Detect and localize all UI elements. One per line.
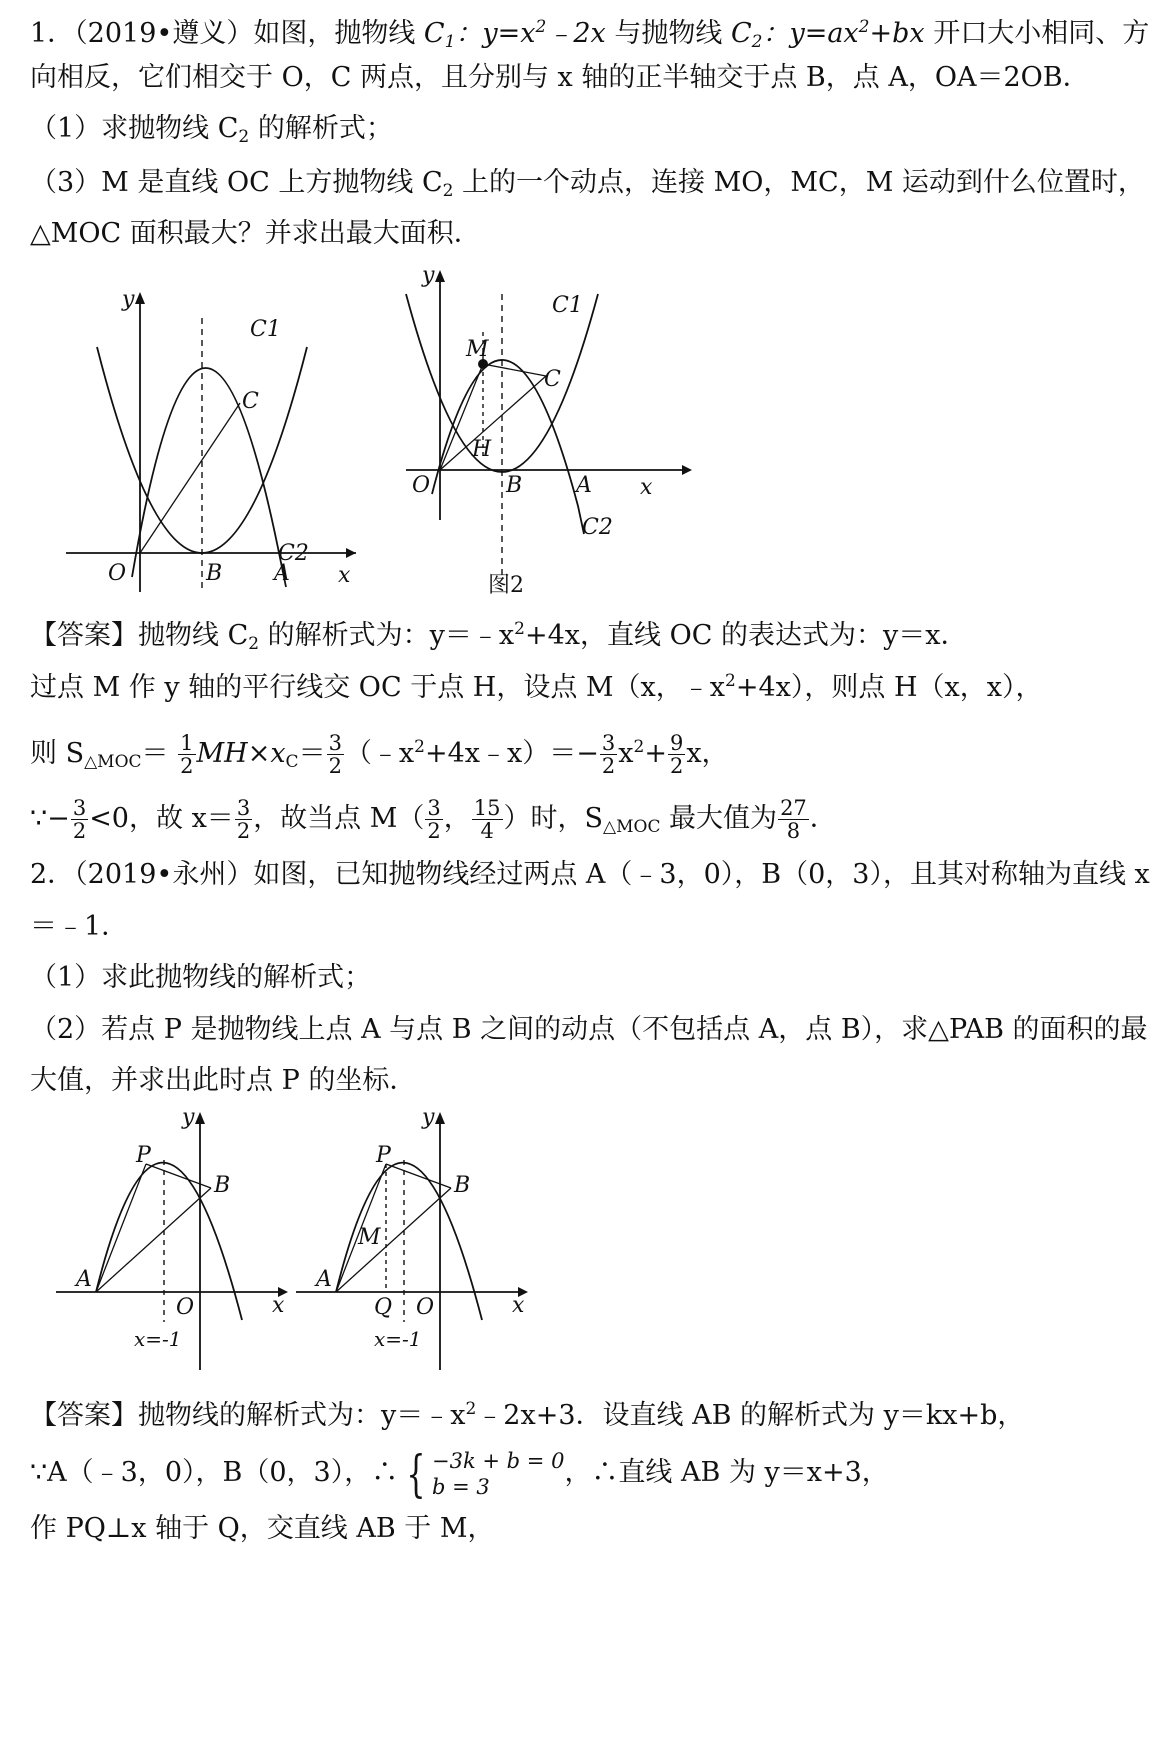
p2-stem-line2: ＝﹣1．	[30, 911, 129, 942]
fig4-label-x: x	[512, 1293, 525, 1318]
fig2-label-y: y	[422, 263, 435, 288]
fig3-label-x: x	[272, 1293, 285, 1318]
p1-question-3: （3）M 是直线 OC 上方抛物线 $C_2$ 上的一个动点，连接 MO，MC，M 运动到什么位置时，	[30, 167, 1145, 201]
fig1-label-y: y	[122, 287, 135, 312]
fig4-line-pb	[386, 1164, 451, 1188]
p2-question-1: （1）求此抛物线的解析式；	[30, 962, 372, 993]
fig3-line-ab	[96, 1188, 211, 1292]
p2-stem: 2．（2019•永州）如图，已知抛物线经过两点 A（﹣3，0），B（0，3），且其对称轴为直线 x	[30, 859, 1150, 890]
fig2-line-mc	[483, 364, 546, 376]
fig4-label-a: A	[316, 1267, 332, 1292]
frac-3-2b: $\frac{3}{2}$	[601, 731, 616, 778]
fig4-label-q: Q	[374, 1295, 393, 1320]
fig4-line-ab	[336, 1188, 451, 1292]
frac-3-2c: $\frac{3}{2}$	[72, 796, 87, 843]
fig4-label-o: O	[416, 1295, 435, 1320]
fig3-label-b: B	[214, 1173, 231, 1198]
equation-system: { −3k + b = 0 b = 3	[406, 1444, 565, 1503]
fig2-label-o: O	[412, 473, 431, 498]
ans2-line1: 【答案】抛物线的解析式为：$y=﹣x^2﹣2x+3$．设直线 AB 的解析式为 y＝kx+b，	[30, 1399, 1025, 1431]
frac-9-2: $\frac{9}{2}$	[669, 731, 684, 778]
fig1-label-x: x	[338, 563, 351, 588]
p1-stem-line1	[30, 10, 1150, 59]
p1-stem-line2: 向相反，它们相交于 O，C 两点，且分别与 x 轴的正半轴交于点 B，点 A，OA＝2OB．	[30, 62, 1090, 93]
frac-3-2d: $\frac{3}{2}$	[236, 796, 251, 843]
p1-stem-b: 与抛物线	[614, 18, 723, 49]
fig1-label-o: O	[108, 561, 127, 586]
figure-4	[290, 1100, 580, 1380]
fig2-label-a: A	[576, 473, 592, 498]
fig3-label-axis: x=-1	[134, 1327, 182, 1351]
fig1-label-c1: C1	[250, 317, 281, 342]
fig3-line-pb	[146, 1164, 211, 1188]
fig1-parabola-c2	[132, 368, 286, 587]
frac-27-8: $\frac{27}{8}$	[780, 796, 807, 843]
ans1-line4: ∵− $\frac{3}{2}$ <0，故 x＝ $\frac{3}{2}$ ，故当点 M（ $\frac{3}{2}$ ， $\frac{15}{4}$ ）时，$S_{\triangle MOC}$ 最大值为 $\frac{27}{8}$ ．	[30, 796, 837, 843]
fig2-label-c1: C1	[552, 293, 583, 318]
fig3-label-p: P	[136, 1143, 151, 1168]
frac-1-2: $\frac{1}{2}$	[180, 731, 194, 778]
fig2-label-b: B	[506, 473, 523, 498]
fig1-label-c2: C2	[278, 541, 309, 566]
fig1-label-c: C	[242, 389, 259, 414]
p2-question-2: （2）若点 P 是抛物线上点 A 与点 B 之间的动点（不包括点 A，点 B），求△PAB 的面积的最	[30, 1014, 1148, 1045]
fig4-label-b: B	[454, 1173, 471, 1198]
ans2-line2: ∵A（﹣3，0），B（0，3），∴ { −3k + b = 0 b = 3 ，∴直线 AB 为 y＝x+3，	[30, 1444, 889, 1503]
fig2-parabola-c2	[432, 360, 584, 534]
c1-equation: $C_1$：$y=x^2﹣2x$	[423, 17, 606, 52]
fig4-label-y: y	[422, 1105, 435, 1130]
fig1-line-oc	[140, 403, 240, 553]
figure-3	[50, 1100, 310, 1380]
ans1-line3: 则 $S_{\triangle MOC}=$ $\frac{1}{2}$ $MH\times x_C=$ $\frac{3}{2}$ $(﹣x^2+4x﹣x)=-$ $\frac{3}{2}$ $x^2+$ $\frac{9}{2}$ x，	[30, 731, 729, 778]
fig3-label-a: A	[76, 1267, 92, 1292]
p1-question-3-line2: △MOC 面积最大？并求出最大面积．	[30, 218, 481, 249]
p1-stem-a: 1．（2019•遵义）如图，抛物线	[30, 18, 416, 49]
fig3-label-o: O	[176, 1295, 195, 1320]
figure-2	[400, 258, 720, 658]
fig2-label-c: C	[544, 367, 561, 392]
fig4-label-m: M	[358, 1225, 381, 1250]
fig3-label-y: y	[182, 1105, 195, 1130]
p2-question-2-line2: 大值，并求出此时点 P 的坐标．	[30, 1065, 417, 1096]
frac-15-4: $\frac{15}{4}$	[473, 796, 501, 843]
ans1-line2: 过点 M 作 y 轴的平行线交 OC 于点 H，设点 M（x，$﹣x^2+4x$），则点 H（x，x），	[30, 671, 1043, 703]
fig2-label-c2: C2	[582, 515, 613, 540]
c2-equation: $C_2$：$y=ax^2+bx$	[730, 17, 925, 52]
fig1-label-a: A	[274, 561, 290, 586]
fig2-caption: 图2	[488, 573, 524, 598]
p1-stem-c: 开口大小相同、方	[933, 18, 1150, 49]
figure-1	[60, 280, 410, 610]
fig2-label-x: x	[640, 475, 653, 500]
fig4-label-axis: x=-1	[374, 1327, 422, 1351]
fig3-line-pa	[96, 1164, 146, 1292]
fig1-label-b: B	[206, 561, 223, 586]
ans1-line1: 【答案】抛物线 $C_2$ 的解析式为：$y=﹣x^2+4x$，直线 OC 的表达式为：y＝x．	[30, 619, 968, 654]
fig2-label-h: H	[472, 437, 492, 462]
p1-question-1: （1）求抛物线 $C_2$ 的解析式；	[30, 113, 393, 147]
fig2-label-m: M	[466, 337, 489, 362]
ans2-line3: 作 PQ⊥x 轴于 Q，交直线 AB 于 M，	[30, 1513, 495, 1544]
frac-3-2: $\frac{3}{2}$	[328, 731, 342, 778]
fig4-label-p: P	[376, 1143, 391, 1168]
frac-3-2e: $\frac{3}{2}$	[427, 796, 441, 843]
